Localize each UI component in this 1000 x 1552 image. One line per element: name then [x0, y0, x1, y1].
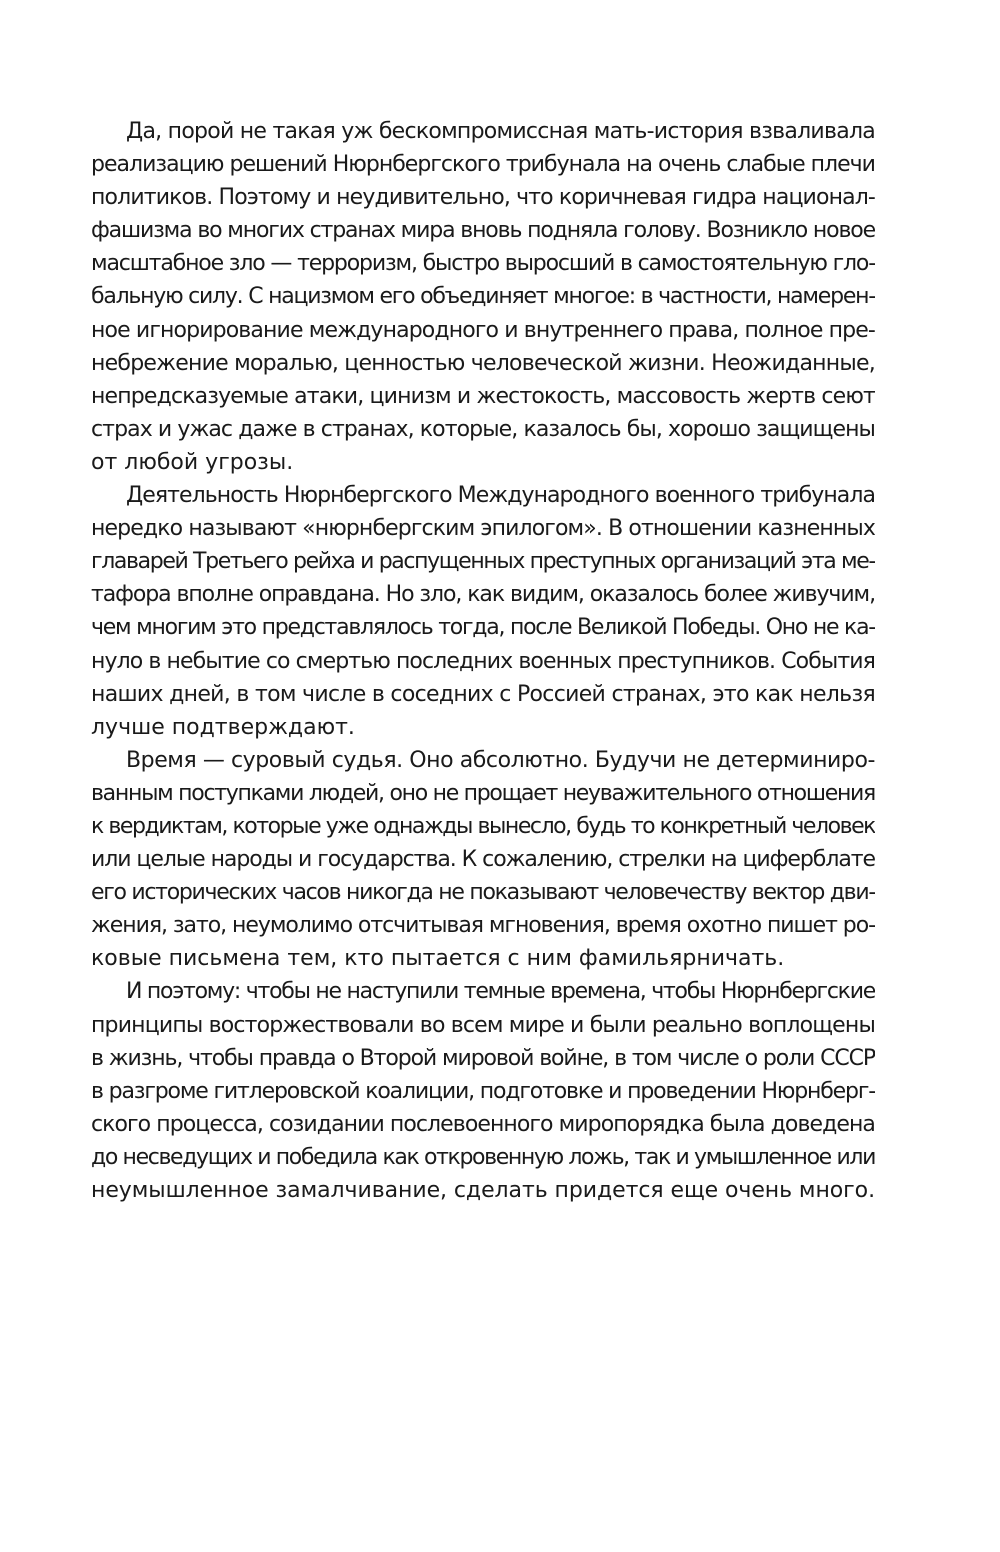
text-line: тафора вполне оправдана. Но зло, как видим, оказалось более живучим,: [91, 582, 875, 608]
text-line: ского процесса, созидании послевоенного миропорядка была доведена: [91, 1111, 875, 1137]
paragraph-1: [91, 115, 875, 479]
text-line: непредсказуемые атаки, цинизм и жестокость, массовость жертв сеют: [91, 383, 875, 409]
paragraph-2: [91, 479, 875, 744]
text-line: нередко называют «нюрнбергским эпилогом». В отношении казненных: [91, 516, 875, 542]
text-line: Деятельность Нюрнбергского Международного военного трибунала: [126, 483, 875, 509]
paragraph-4: [91, 975, 875, 1207]
text-line: ное игнорирование международного и внутреннего права, полное пре-: [91, 317, 875, 343]
text-line: или целые народы и государства. К сожалению, стрелки на циферблате: [91, 847, 875, 873]
text-line: чем многим это представлялось тогда, после Великой Победы. Оно не ка-: [91, 615, 875, 641]
text-line: страх и ужас даже в странах, которые, казалось бы, хорошо защищены: [91, 416, 875, 442]
text-line: бальную силу. С нацизмом его объединяет многое: в частности, намерен-: [91, 284, 875, 310]
text-line: И поэтому: чтобы не наступили темные времена, чтобы Нюрнбергские: [126, 979, 875, 1005]
text-line: фашизма во многих странах мира вновь подняла голову. Возникло новое: [91, 218, 875, 244]
text-line: ванным поступками людей, оно не прощает неуважительного отношения: [91, 780, 875, 806]
page-body: [91, 115, 875, 1207]
text-line: Время — суровый судья. Оно абсолютно. Будучи не детерминиро-: [126, 747, 875, 773]
paragraph-3: [91, 744, 875, 976]
text-line: в разгроме гитлеровской коалиции, подготовке и проведении Нюрнберг-: [91, 1078, 875, 1104]
text-line: Да, порой не такая уж бескомпромиссная мать-история взваливала: [126, 119, 875, 144]
text-line: принципы восторжествовали во всем мире и были реально воплощены: [91, 1012, 875, 1038]
text-line: ковые письмена тем, кто пытается с ним фамильярничать.: [91, 946, 785, 972]
text-line: политиков. Поэтому и неудивительно, что коричневая гидра национал-: [91, 185, 875, 211]
text-line: нуло в небытие со смертью последних военных преступников. События: [91, 648, 875, 674]
text-line: неумышленное замалчивание, сделать придется еще очень много.: [91, 1178, 875, 1203]
text-line: от любой угрозы.: [91, 449, 294, 475]
text-line: небрежение моралью, ценностью человеческой жизни. Неожиданные,: [91, 350, 875, 376]
text-line: до несведущих и победила как откровенную ложь, так и умышленное или: [91, 1144, 875, 1170]
text-line: его исторических часов никогда не показывают человечеству вектор дви-: [91, 880, 875, 906]
text-line: в жизнь, чтобы правда о Второй мировой войне, в том числе о роли СССР: [91, 1045, 875, 1071]
text-line: жения, зато, неумолимо отсчитывая мгновения, время охотно пишет ро-: [91, 913, 875, 939]
text-line: к вердиктам, которые уже однажды вынесло, будь то конкретный человек: [91, 813, 875, 839]
text-line: лучше подтверждают.: [91, 714, 355, 740]
text-line: масштабное зло — терроризм, быстро выросший в самостоятельную гло-: [91, 251, 875, 277]
text-line: главарей Третьего рейха и распущенных преступных организаций эта ме-: [91, 549, 875, 575]
text-line: реализацию решений Нюрнбергского трибунала на очень слабые плечи: [91, 152, 875, 178]
text-line: наших дней, в том числе в соседних с Россией странах, это как нельзя: [91, 681, 875, 707]
